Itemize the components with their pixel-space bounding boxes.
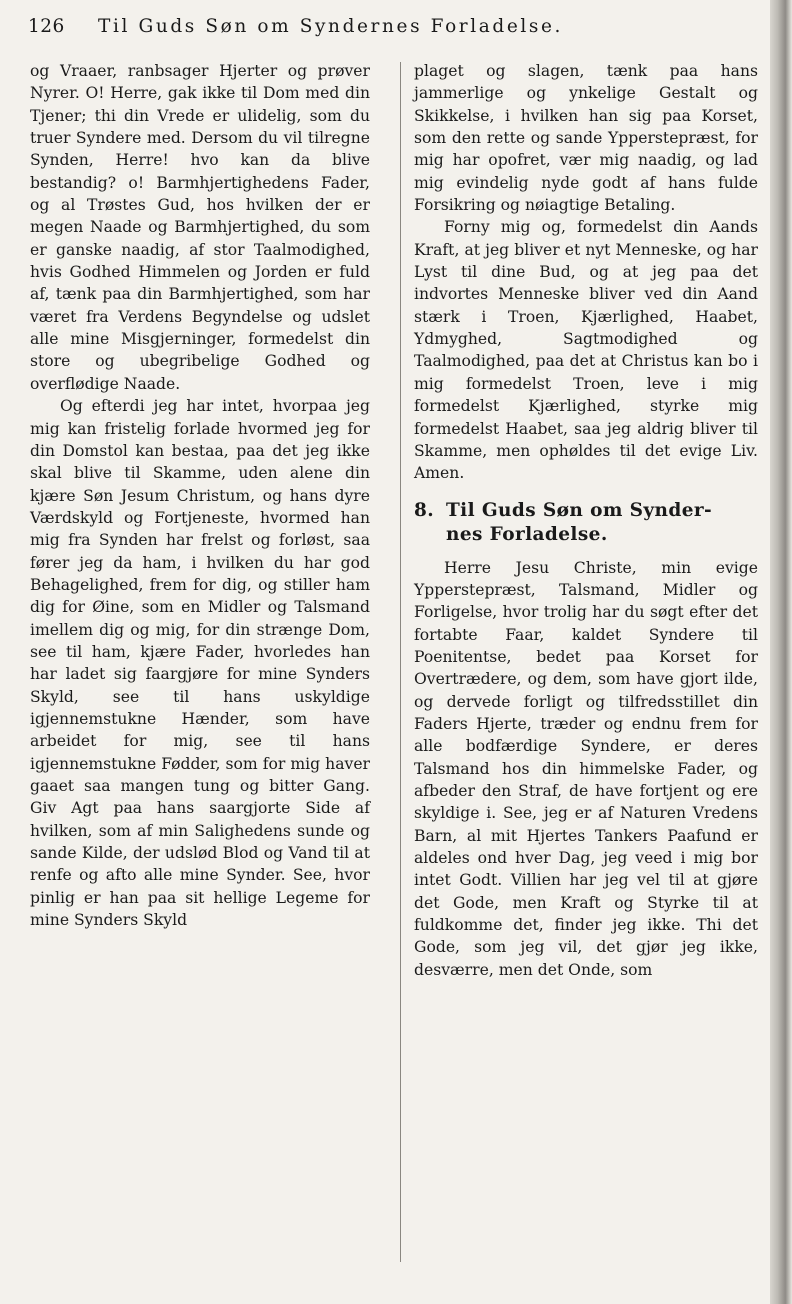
- section-number: 8.: [414, 499, 435, 521]
- paragraph: Forny mig og, formedelst din Aands Kraft, at jeg bliver et nyt Menneske, og har Lyst til dine Bud, og at jeg paa det indvortes Menneske bliver ved din Aand stærk i Troen, Kjærlighed, Haabet, Ydmyghed, Sagtmodighed og Taalmodighed, paa det at Christus kan bo i mig formedelst Troen, leve i mig formedelst Kjærlighed, styrke mig formedelst Haabet, saa jeg aldrig bliver til Skamme, men ophøldes til det evige Liv. Amen.: [414, 218, 758, 483]
- section-title-line-1: Til Guds Søn om Synder-: [446, 499, 713, 521]
- left-column: [30, 60, 370, 931]
- right-column: [414, 60, 758, 981]
- paragraph: Og efterdi jeg har intet, hvorpaa jeg mig kan fristelig forlade hvormed jeg for din Domstol kan bestaa, paa det jeg ikke skal blive til Skamme, uden alene din kjære Søn Jesum Christum, og hans dyre Værdskyld og Fortjeneste, hvormed han mig fra Synden har frelst og forløst, saa fører jeg da ham, i hvilken du har god Behagelighed, frem for dig, og stiller ham dig for Øine, som en Midler og Talsmand imellem dig og mig, for din strænge Dom, see til ham, kjære Fader, hvorledes han har ladet sig faargjøre for mine Synders Skyld, see til hans uskyldige igjennemstukne Hænder, som have arbeidet for mig, see til hans igjennemstukne Fødder, som for mig haver gaaet saa mangen tung og bitter Gang. Giv Agt paa hans saargjorte Side af hvilken, som af min Salighedens sunde og sande Kilde, der udslød Blod og Vand til at renfe og afto alle mine Synder. See, hvor pinlig er han paa sit hellige Legeme for mine Synders Skyld: [30, 397, 370, 930]
- paragraph: og Vraaer, ranbsager Hjerter og prøver Nyrer. O! Herre, gak ikke til Dom med din Tjener; thi din Vrede er ulidelig, som du truer Syndere med. Dersom du vil tilregne Synden, Herre! hvo kan da blive bestandig? o! Barmhjertighedens Fader, og al Trøstes Gud, hos hvilken der er megen Naade og Barmhjertighed, du som er ganske naadig, af stor Taalmodighed, hvis Godhed Himmelen og Jorden er fuld af, tænk paa din Barmhjertighed, som har været fra Verdens Begyndelse og udslet alle mine Misgjerninger, formedelst din store og ubegribelige Godhed og overflødige Naade.: [30, 62, 370, 393]
- paragraph: plaget og slagen, tænk paa hans jammerlige og ynkelige Gestalt og Skikkelse, i hvilken han sig paa Korset, som den rette og sande Ypperstepræst, for mig har opofret, vær mig naadig, og lad mig evindelig nyde godt af hans fulde Forsikring og nøiagtige Betaling.: [414, 62, 758, 215]
- column-divider: [400, 62, 401, 1262]
- book-binding-edge: [770, 0, 792, 1304]
- paragraph: Herre Jesu Christe, min evige Ypperstepræst, Talsmand, Midler og Forligelse, hvor trolig har du søgt efter det fortabte Faar, kaldet Syndere til Poenitentse, bedet paa Korset for Overtrædere, og dem, som have gjort ilde, og dervede forligt og tilfredsstillet din Faders Hjerte, træder og endnu frem for alle bodfærdige Syndere, er deres Talsmand hos din himmelske Fader, og afbeder den Straf, de have fortjent og ere skyldige i. See, jeg er af Naturen Vredens Barn, al mit Hjertes Tankers Paafund er aldeles ond hver Dag, jeg veed i mig bor intet Godt. Villien har jeg vel til at gjøre det Gode, men Kraft og Styrke til at fuldkomme det, finder jeg ikke. Thi det Gode, som jeg vil, det gjør jeg ikke, desværre, men det Onde, som: [414, 558, 758, 979]
- page-header: [28, 12, 763, 42]
- section-heading: [414, 499, 758, 547]
- page-number: 126: [28, 16, 65, 37]
- section-title-line-2: nes Forladelse.: [446, 523, 608, 545]
- running-title: Til Guds Søn om Syndernes Forladelse.: [98, 16, 564, 37]
